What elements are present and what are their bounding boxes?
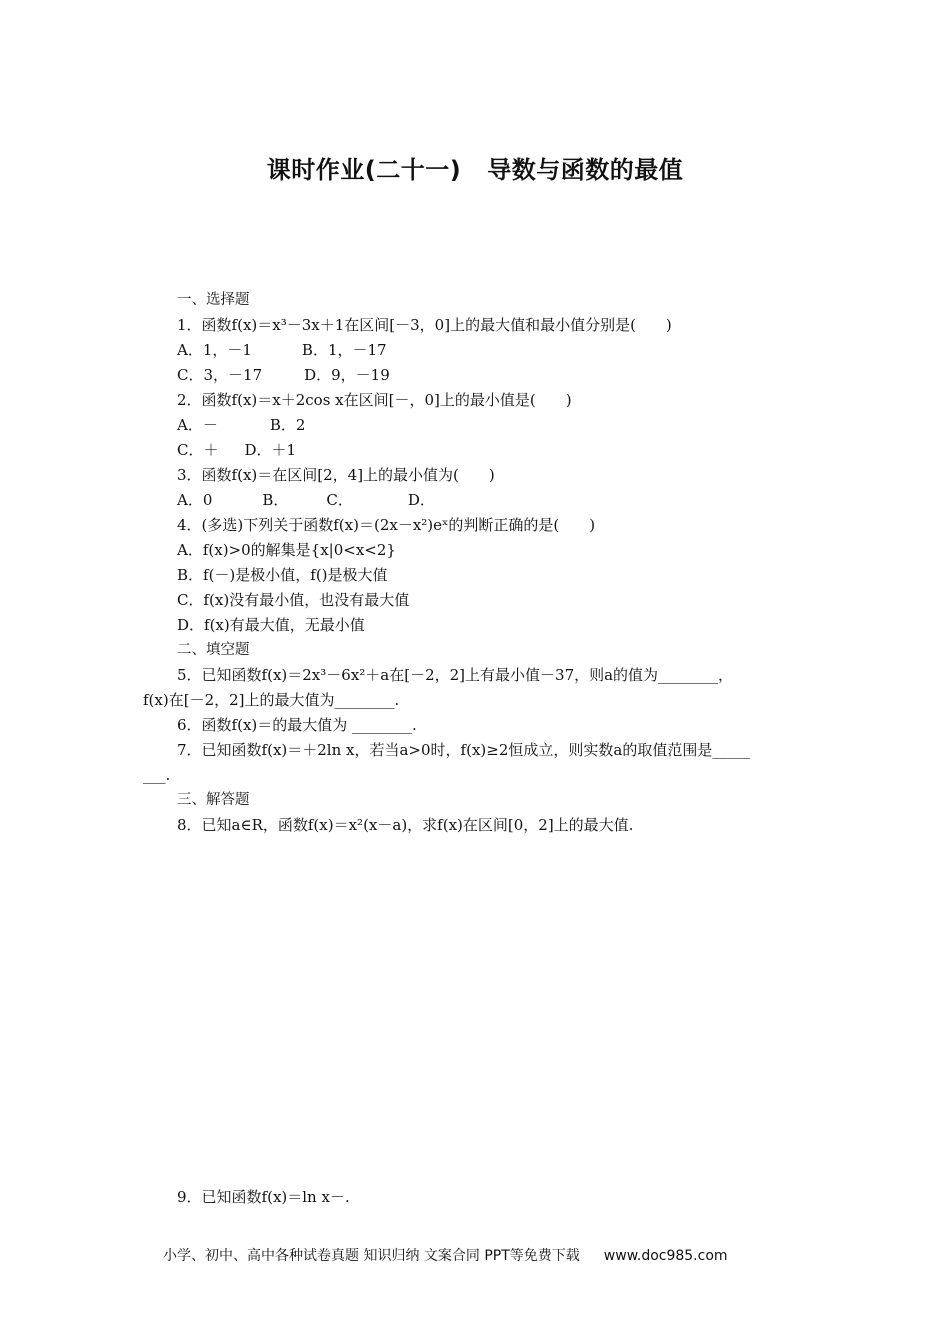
- question-2-options-row-1: [177, 415, 305, 435]
- question-5-line-2: f(x)在[－2，2]上的最大值为________.: [143, 691, 400, 709]
- question-1-stem: 1．函数f(x)＝x³－3x＋1在区间[－3，0]上的最大值和最小值分别是( ): [177, 316, 672, 334]
- question-4-stem: 4．(多选)下列关于函数f(x)＝(2x－x²)eˣ的判断正确的是( ): [177, 516, 596, 534]
- question-7-line-2: ___.: [143, 766, 171, 784]
- question-3-option-d: D．: [407, 491, 435, 509]
- question-1-options-row-2: [177, 365, 390, 385]
- section-heading-choice: 一、选择题: [177, 292, 250, 308]
- question-3-stem: 3．函数f(x)＝在区间[2，4]上的最小值为( ): [177, 466, 495, 484]
- title-main: 课时作业(二十一): [266, 156, 462, 184]
- question-1-option-d: D．9，－19: [304, 366, 390, 384]
- page-footer: [163, 1245, 728, 1265]
- title-sub: 导数与函数的最值: [487, 156, 684, 184]
- question-4-option-a: A．f(x)>0的解集是{x|0<x<2}: [177, 541, 396, 559]
- page-title: [0, 150, 950, 185]
- question-2-option-a: A．－: [177, 416, 218, 434]
- question-2-option-c: C．＋: [177, 441, 219, 459]
- footer-text: 小学、初中、高中各种试卷真题 知识归纳 文案合同 PPT等免费下载: [163, 1248, 580, 1264]
- question-9-line-1: 9．已知函数f(x)＝ln x－.: [177, 1188, 350, 1206]
- question-2-options-row-2: [177, 440, 296, 460]
- footer-url[interactable]: www.doc985.com: [603, 1248, 728, 1264]
- question-4-option-b: B．f(－)是极小值，f()是极大值: [177, 566, 388, 584]
- question-4-option-d: D．f(x)有最大值，无最小值: [177, 616, 365, 634]
- question-3-option-a: A．0: [177, 491, 213, 509]
- section-heading-fill: 二、填空题: [177, 642, 250, 658]
- question-6-line-1: 6．函数f(x)＝的最大值为 ________.: [177, 716, 417, 734]
- question-7-line-1: 7．已知函数f(x)＝＋2ln x，若当a>0时，f(x)≥2恒成立，则实数a的取值范围是_____: [177, 741, 750, 759]
- question-1-option-c: C．3，－17: [177, 366, 263, 384]
- question-1-option-a: A．1，－1: [177, 341, 252, 359]
- question-3-options-row: [177, 490, 435, 510]
- question-2-stem: 2．函数f(x)＝x＋2cos x在区间[－，0]上的最小值是( ): [177, 391, 572, 409]
- question-3-option-c: C．: [326, 491, 353, 509]
- question-1-options-row-1: [177, 340, 387, 360]
- question-1-option-b: B．1，－17: [301, 341, 387, 359]
- section-heading-answer: 三、解答题: [177, 792, 250, 808]
- question-3-option-b: B．: [262, 491, 289, 509]
- question-4-option-c: C．f(x)没有最小值，也没有最大值: [177, 591, 410, 609]
- question-2-option-b: B．2: [269, 416, 306, 434]
- question-2-option-d: D．＋1: [244, 441, 297, 459]
- question-5-line-1: 5．已知函数f(x)＝2x³－6x²＋a在[－2，2]上有最小值－37，则a的值为________，: [177, 666, 734, 684]
- question-8-line-1: 8．已知a∈R，函数f(x)＝x²(x－a)，求f(x)在区间[0，2]上的最大值.: [177, 816, 634, 834]
